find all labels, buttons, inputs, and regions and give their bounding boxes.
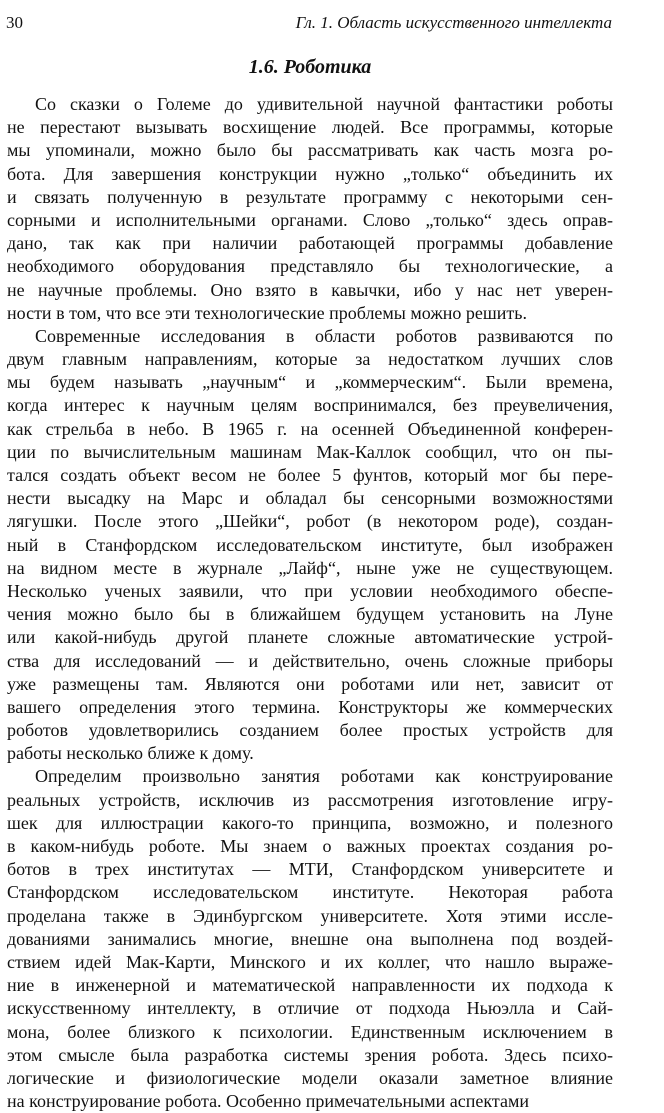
text-line: как стрельба в небо. В 1965 г. на осенней Объединенной конферен-: [7, 418, 613, 439]
text-line: Несколько ученых заявили, что при условии необходимого обеспе-: [7, 580, 613, 601]
text-line: ние в инженерной и математической направленности их подхода к: [7, 975, 613, 996]
text-line: Современные исследования в области роботов развиваются по: [35, 325, 613, 346]
text-line: дано, так как при наличии работающей программы добавление: [7, 233, 613, 254]
paragraph: [7, 765, 613, 1113]
text-line: реальных устройств, исключив из рассмотрения изготовление игру-: [7, 789, 613, 810]
text-line: ности в том, что все эти технологические проблемы можно решить.: [7, 302, 527, 323]
text-line: ства для исследований — и действительно, очень сложные приборы: [7, 650, 613, 671]
text-line: тался создать объект весом не более 5 фунтов, который мог бы пере-: [7, 465, 613, 485]
page-header: [6, 13, 612, 37]
text-line: лягушки. После этого „Шейки“, робот (в некотором роде), создан-: [7, 511, 613, 532]
text-line: проделана также в Эдинбургском университете. Хотя этими иссле-: [7, 905, 613, 926]
text-line: когда интерес к научным целям воспринимался, без преувеличения,: [7, 395, 613, 416]
text-line: искусственному интеллекту, в отличие от подхода Ньюэлла и Сай-: [7, 998, 613, 1019]
text-line: Со сказки о Големе до удивительной научной фантастики роботы: [35, 94, 613, 114]
text-line: в каком-нибудь роботе. Мы знаем о важных проектах создания ро-: [7, 836, 613, 856]
text-line: Станфордском исследовательском институте. Некоторая работа: [7, 882, 613, 903]
text-line: сорными и исполнительными органами. Слово „только“ здесь оправ-: [7, 209, 613, 230]
text-line: и связать полученную в результате программу с некоторыми сен-: [7, 186, 613, 207]
body-text: [7, 93, 613, 1113]
paragraph: [7, 93, 613, 325]
text-line: шек для иллюстрации какого-то принципа, возможно, и полезного: [7, 812, 613, 833]
text-line: Определим произвольно занятия роботами как конструирование: [35, 766, 613, 787]
running-head: Гл. 1. Область искусственного интеллекта: [295, 13, 612, 32]
text-line: логические и физиологические модели оказали заметное влияние: [7, 1067, 613, 1088]
text-line: мы упоминали, можно было бы рассматривать как часть мозга ро-: [7, 140, 613, 161]
section-title: 1.6. Роботика: [248, 56, 372, 78]
text-line: бота. Для завершения конструкции нужно „только“ объединить их: [7, 163, 613, 184]
page-number: 30: [6, 13, 23, 32]
text-line: дованиями занимались многие, внешне она выполнена под воздей-: [7, 928, 613, 949]
text-line: двум главным направлениям, которые за недостатком лучших слов: [7, 349, 613, 370]
text-line: или какой-нибудь другой планете сложные автоматические устрой-: [7, 627, 613, 648]
text-line: этом смысле была разработка системы зрения робота. Здесь психо-: [7, 1044, 613, 1065]
text-line: роботов удовлетворились созданием более простых устройств для: [7, 720, 613, 741]
paragraph: [7, 325, 613, 766]
text-line: ботов в трех институтах — МТИ, Станфордском университете и: [7, 859, 613, 880]
text-line: ствием идей Мак-Карти, Минского и их коллег, что нашло выраже-: [7, 951, 613, 972]
text-line: уже размещены там. Являются они роботами или нет, зависит от: [7, 673, 613, 694]
text-line: мы будем называть „научным“ и „коммерческим“. Были времена,: [7, 372, 613, 393]
text-line: не перестают вызывать восхищение людей. Все программы, которые: [7, 117, 613, 138]
text-line: на видном месте в журнале „Лайф“, ныне уже не существующем.: [7, 557, 613, 578]
text-line: чения можно было бы в ближайшем будущем установить на Луне: [7, 604, 613, 625]
text-line: необходимого оборудования представляло бы технологические, а: [7, 256, 613, 277]
text-line: работы несколько ближе к дому.: [7, 743, 254, 764]
text-line: ный в Станфордском исследовательском институте, был изображен: [7, 534, 613, 555]
text-line: мона, более близкого к психологии. Единственным исключением в: [7, 1021, 613, 1042]
text-line: вашего определения этого термина. Конструкторы же коммерческих: [7, 696, 613, 717]
text-line: ции по вычислительным машинам Мак-Каллок сообщил, что он пы-: [7, 441, 613, 462]
text-line: нести высадку на Марс и обладал бы сенсорными возможностями: [7, 488, 613, 509]
text-line: на конструирование робота. Особенно примечательными аспектами: [7, 1091, 529, 1112]
text-line: не научные проблемы. Оно взято в кавычки, ибо у нас нет уверен-: [7, 279, 613, 300]
